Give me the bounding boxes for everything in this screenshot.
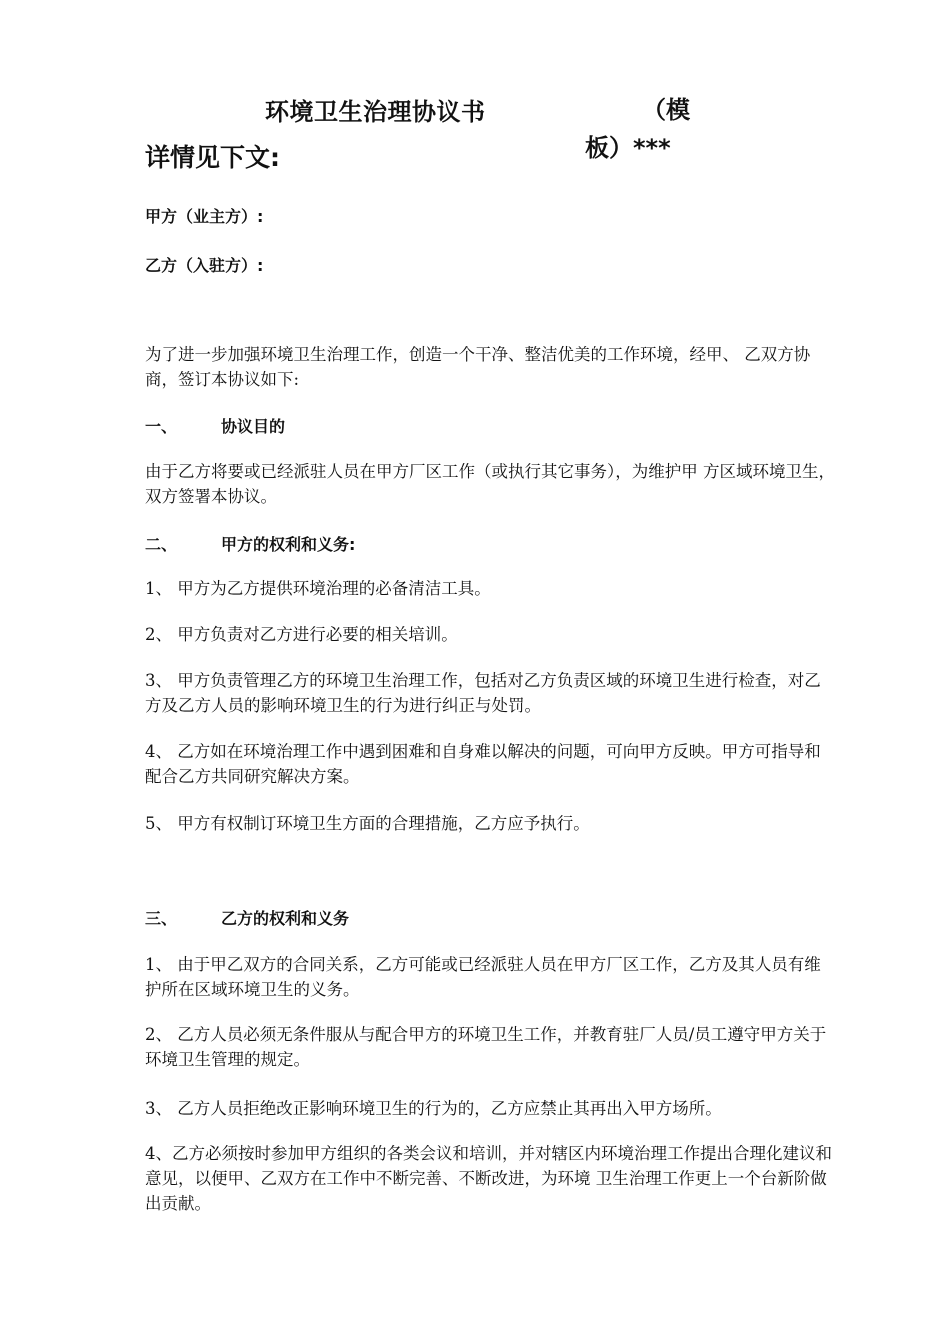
document-subtitle: 详情见下文: xyxy=(145,143,280,172)
section-heading-3 xyxy=(145,906,349,929)
intro-paragraph: 为了进一步加强环境卫生治理工作，创造一个干净、整洁优美的工作环境，经甲、 乙双方协商，签订本协议如下: xyxy=(145,345,811,389)
section-title: 甲方的权利和义务: xyxy=(221,535,356,554)
section-2-item-3: 3、 甲方负责管理乙方的环境卫生治理工作，包括对乙方负责区域的环境卫生进行检查，对乙方及乙方人员的影响环境卫生的行为进行纠正与处罚。 xyxy=(145,671,821,715)
title-template-tag-line1: （模 xyxy=(642,96,690,124)
section-3-item-4: 4、乙方必须按时参加甲方组织的各类会议和培训，并对辖区内环境治理工作提出合理化建议和意见，以便甲、乙双方在工作中不断完善、不断改进，为环境 卫生治理工作更上一个台新阶做出贡献。 xyxy=(145,1144,832,1213)
document-title: 环境卫生治理协议书 xyxy=(265,98,486,126)
section-3-item-1: 1、 由于甲乙双方的合同关系，乙方可能或已经派驻人员在甲方厂区工作，乙方及其人员有维护所在区域环境卫生的义务。 xyxy=(145,955,821,999)
section-title: 协议目的 xyxy=(221,417,286,436)
section-1-paragraph: 由于乙方将要或已经派驻人员在甲方厂区工作（或执行其它事务），为维护甲 方区域环境卫生，双方签署本协议。 xyxy=(145,462,835,506)
section-number: 二、 xyxy=(145,535,178,554)
section-title: 乙方的权利和义务 xyxy=(221,909,350,928)
party-b-label: 乙方（入驻方）: xyxy=(145,256,264,275)
section-2-item-4: 4、 乙方如在环境治理工作中遇到困难和自身难以解决的问题，可向甲方反映。甲方可指导和配合乙方共同研究解决方案。 xyxy=(145,742,821,786)
section-2-item-2: 2、 甲方负责对乙方进行必要的相关培训。 xyxy=(145,625,458,644)
section-2-item-1: 1、 甲方为乙方提供环境治理的必备清洁工具。 xyxy=(145,579,491,598)
section-number: 三、 xyxy=(145,909,178,928)
party-a-label: 甲方（业主方）: xyxy=(145,207,264,226)
title-template-tag-line2: 板）*** xyxy=(585,134,671,162)
section-heading-1 xyxy=(145,414,285,437)
section-number: 一、 xyxy=(145,417,178,436)
section-heading-2 xyxy=(145,532,355,555)
section-3-item-3: 3、 乙方人员拒绝改正影响环境卫生的行为的，乙方应禁止其再出入甲方场所。 xyxy=(145,1099,722,1118)
section-3-item-2: 2、 乙方人员必须无条件服从与配合甲方的环境卫生工作，并教育驻厂人员/员工遵守甲方关于环境卫生管理的规定。 xyxy=(145,1025,827,1069)
section-2-item-5: 5、 甲方有权制订环境卫生方面的合理措施，乙方应予执行。 xyxy=(145,814,590,833)
